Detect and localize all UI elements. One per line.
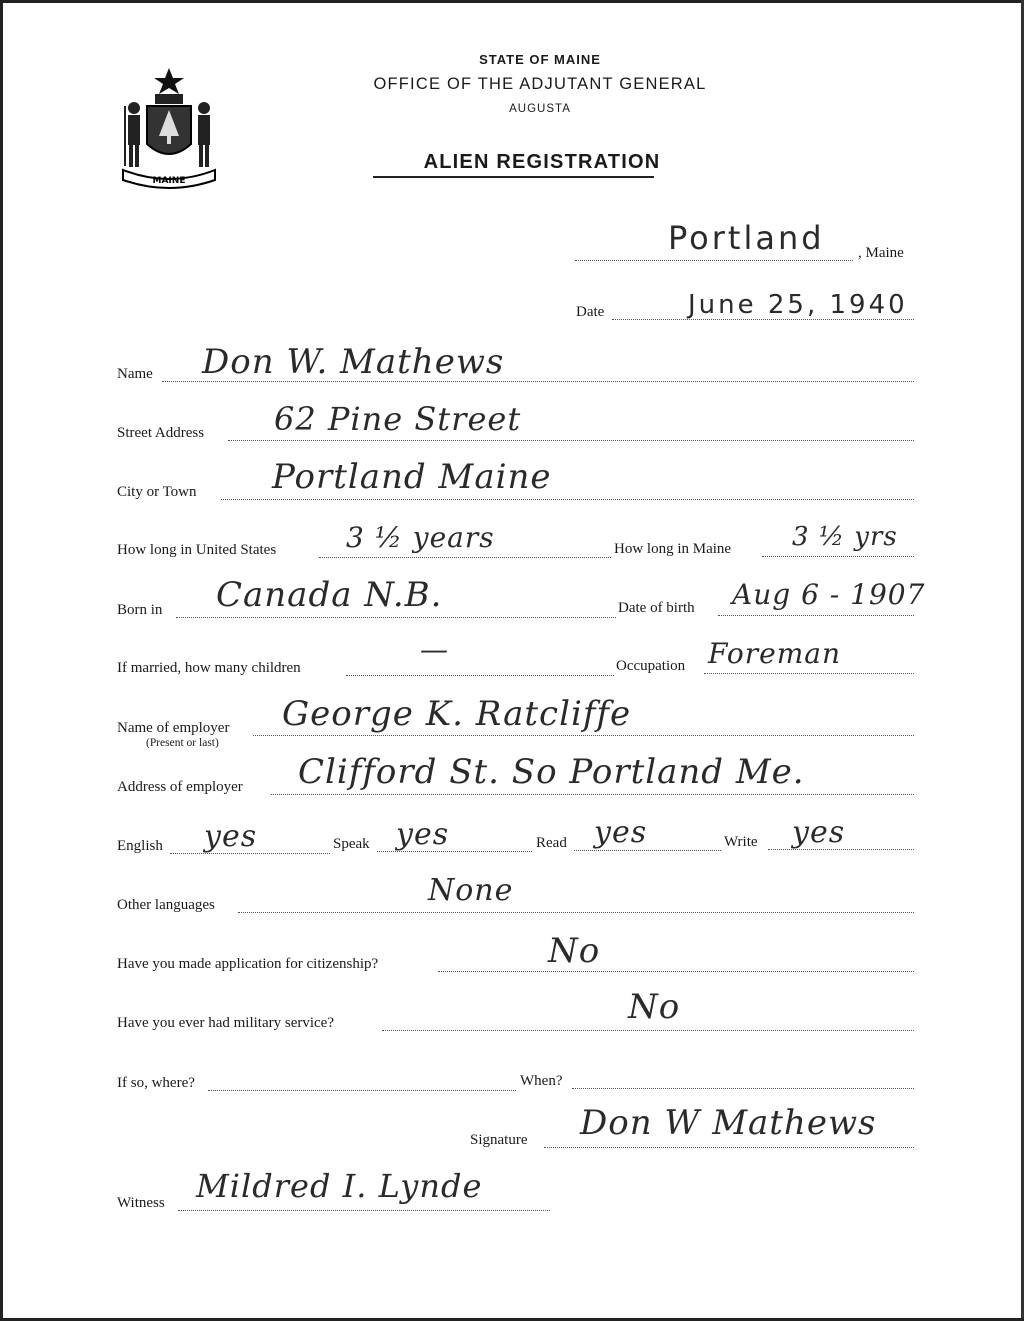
- married-children-label: If married, how many children: [117, 660, 301, 676]
- header-office: OFFICE OF THE ADJUTANT GENERAL: [373, 75, 707, 93]
- date-of-birth-line: [718, 615, 914, 616]
- maine-suffix-label: , Maine: [858, 245, 904, 261]
- other-languages-line: [238, 912, 914, 913]
- street-address-label: Street Address: [117, 425, 205, 441]
- occupation-value: Foreman: [708, 637, 841, 670]
- citizenship-label: Have you made application for citizenship?: [117, 956, 379, 972]
- employer-name-label: Name of employer: [117, 720, 230, 736]
- employer-name-sublabel: (Present or last): [146, 737, 219, 749]
- city-heading-value: Portland: [668, 219, 825, 257]
- born-in-line: [176, 617, 616, 618]
- employer-address-value: Clifford St. So Portland Me.: [298, 752, 805, 792]
- witness-line: [178, 1210, 550, 1211]
- how-long-maine-label: How long in Maine: [614, 541, 732, 557]
- city-or-town-line: [221, 499, 914, 500]
- name-label: Name: [117, 366, 153, 382]
- city-or-town-value: Portland Maine: [272, 457, 552, 497]
- read-value: yes: [594, 815, 648, 850]
- page-border-left: [0, 0, 3, 1321]
- how-long-maine-value: 3 ½ yrs: [792, 522, 898, 552]
- seal-text: MAINE: [152, 176, 186, 186]
- title-underline: [373, 176, 654, 178]
- military-line: [382, 1030, 914, 1031]
- occupation-line: [704, 673, 914, 674]
- witness-value: Mildred I. Lynde: [196, 1167, 483, 1205]
- married-children-line: [346, 675, 614, 676]
- citizenship-value: No: [548, 931, 601, 971]
- employer-name-value: George K. Ratcliffe: [282, 694, 632, 734]
- page-border-top: [0, 0, 1024, 3]
- employer-name-line: [253, 735, 914, 736]
- date-value: June 25, 1940: [688, 290, 908, 320]
- witness-label: Witness: [117, 1195, 165, 1211]
- speak-label: Speak: [333, 836, 370, 852]
- signature-line: [544, 1147, 914, 1148]
- city-or-town-label: City or Town: [117, 484, 197, 500]
- read-line: [574, 850, 721, 851]
- how-long-us-value: 3 ½ years: [346, 521, 495, 554]
- military-value: No: [628, 987, 681, 1027]
- speak-value: yes: [396, 817, 450, 852]
- when-label: When?: [520, 1073, 563, 1089]
- english-label: English: [117, 838, 163, 854]
- header-city: AUGUSTA: [509, 103, 571, 115]
- read-label: Read: [536, 835, 567, 851]
- citizenship-line: [438, 971, 914, 972]
- if-so-where-line: [208, 1090, 516, 1091]
- city-heading-line: [575, 260, 853, 261]
- english-value: yes: [204, 819, 258, 854]
- street-address-line: [228, 440, 914, 441]
- header-state: STATE OF MAINE: [479, 52, 601, 67]
- date-of-birth-label: Date of birth: [618, 600, 695, 616]
- how-long-maine-line: [762, 556, 914, 557]
- employer-address-label: Address of employer: [117, 779, 243, 795]
- write-label: Write: [724, 834, 758, 850]
- how-long-us-label: How long in United States: [117, 542, 277, 558]
- born-in-label: Born in: [117, 602, 163, 618]
- write-value: yes: [792, 815, 846, 850]
- how-long-us-line: [319, 557, 611, 558]
- if-so-where-label: If so, where?: [117, 1075, 195, 1091]
- occupation-label: Occupation: [616, 658, 686, 674]
- signature-value: Don W Mathews: [580, 1103, 877, 1143]
- street-address-value: 62 Pine Street: [274, 400, 522, 438]
- married-children-value: —: [420, 633, 449, 666]
- name-value: Don W. Mathews: [202, 342, 505, 382]
- born-in-value: Canada N.B.: [216, 575, 443, 615]
- employer-address-line: [271, 794, 914, 795]
- military-label: Have you ever had military service?: [117, 1015, 334, 1031]
- signature-label: Signature: [470, 1132, 528, 1148]
- date-label: Date: [576, 304, 605, 320]
- form-title: ALIEN REGISTRATION: [423, 151, 661, 173]
- other-languages-label: Other languages: [117, 897, 215, 913]
- other-languages-value: None: [428, 873, 514, 908]
- date-of-birth-value: Aug 6 - 1907: [732, 578, 926, 611]
- when-line: [572, 1088, 914, 1089]
